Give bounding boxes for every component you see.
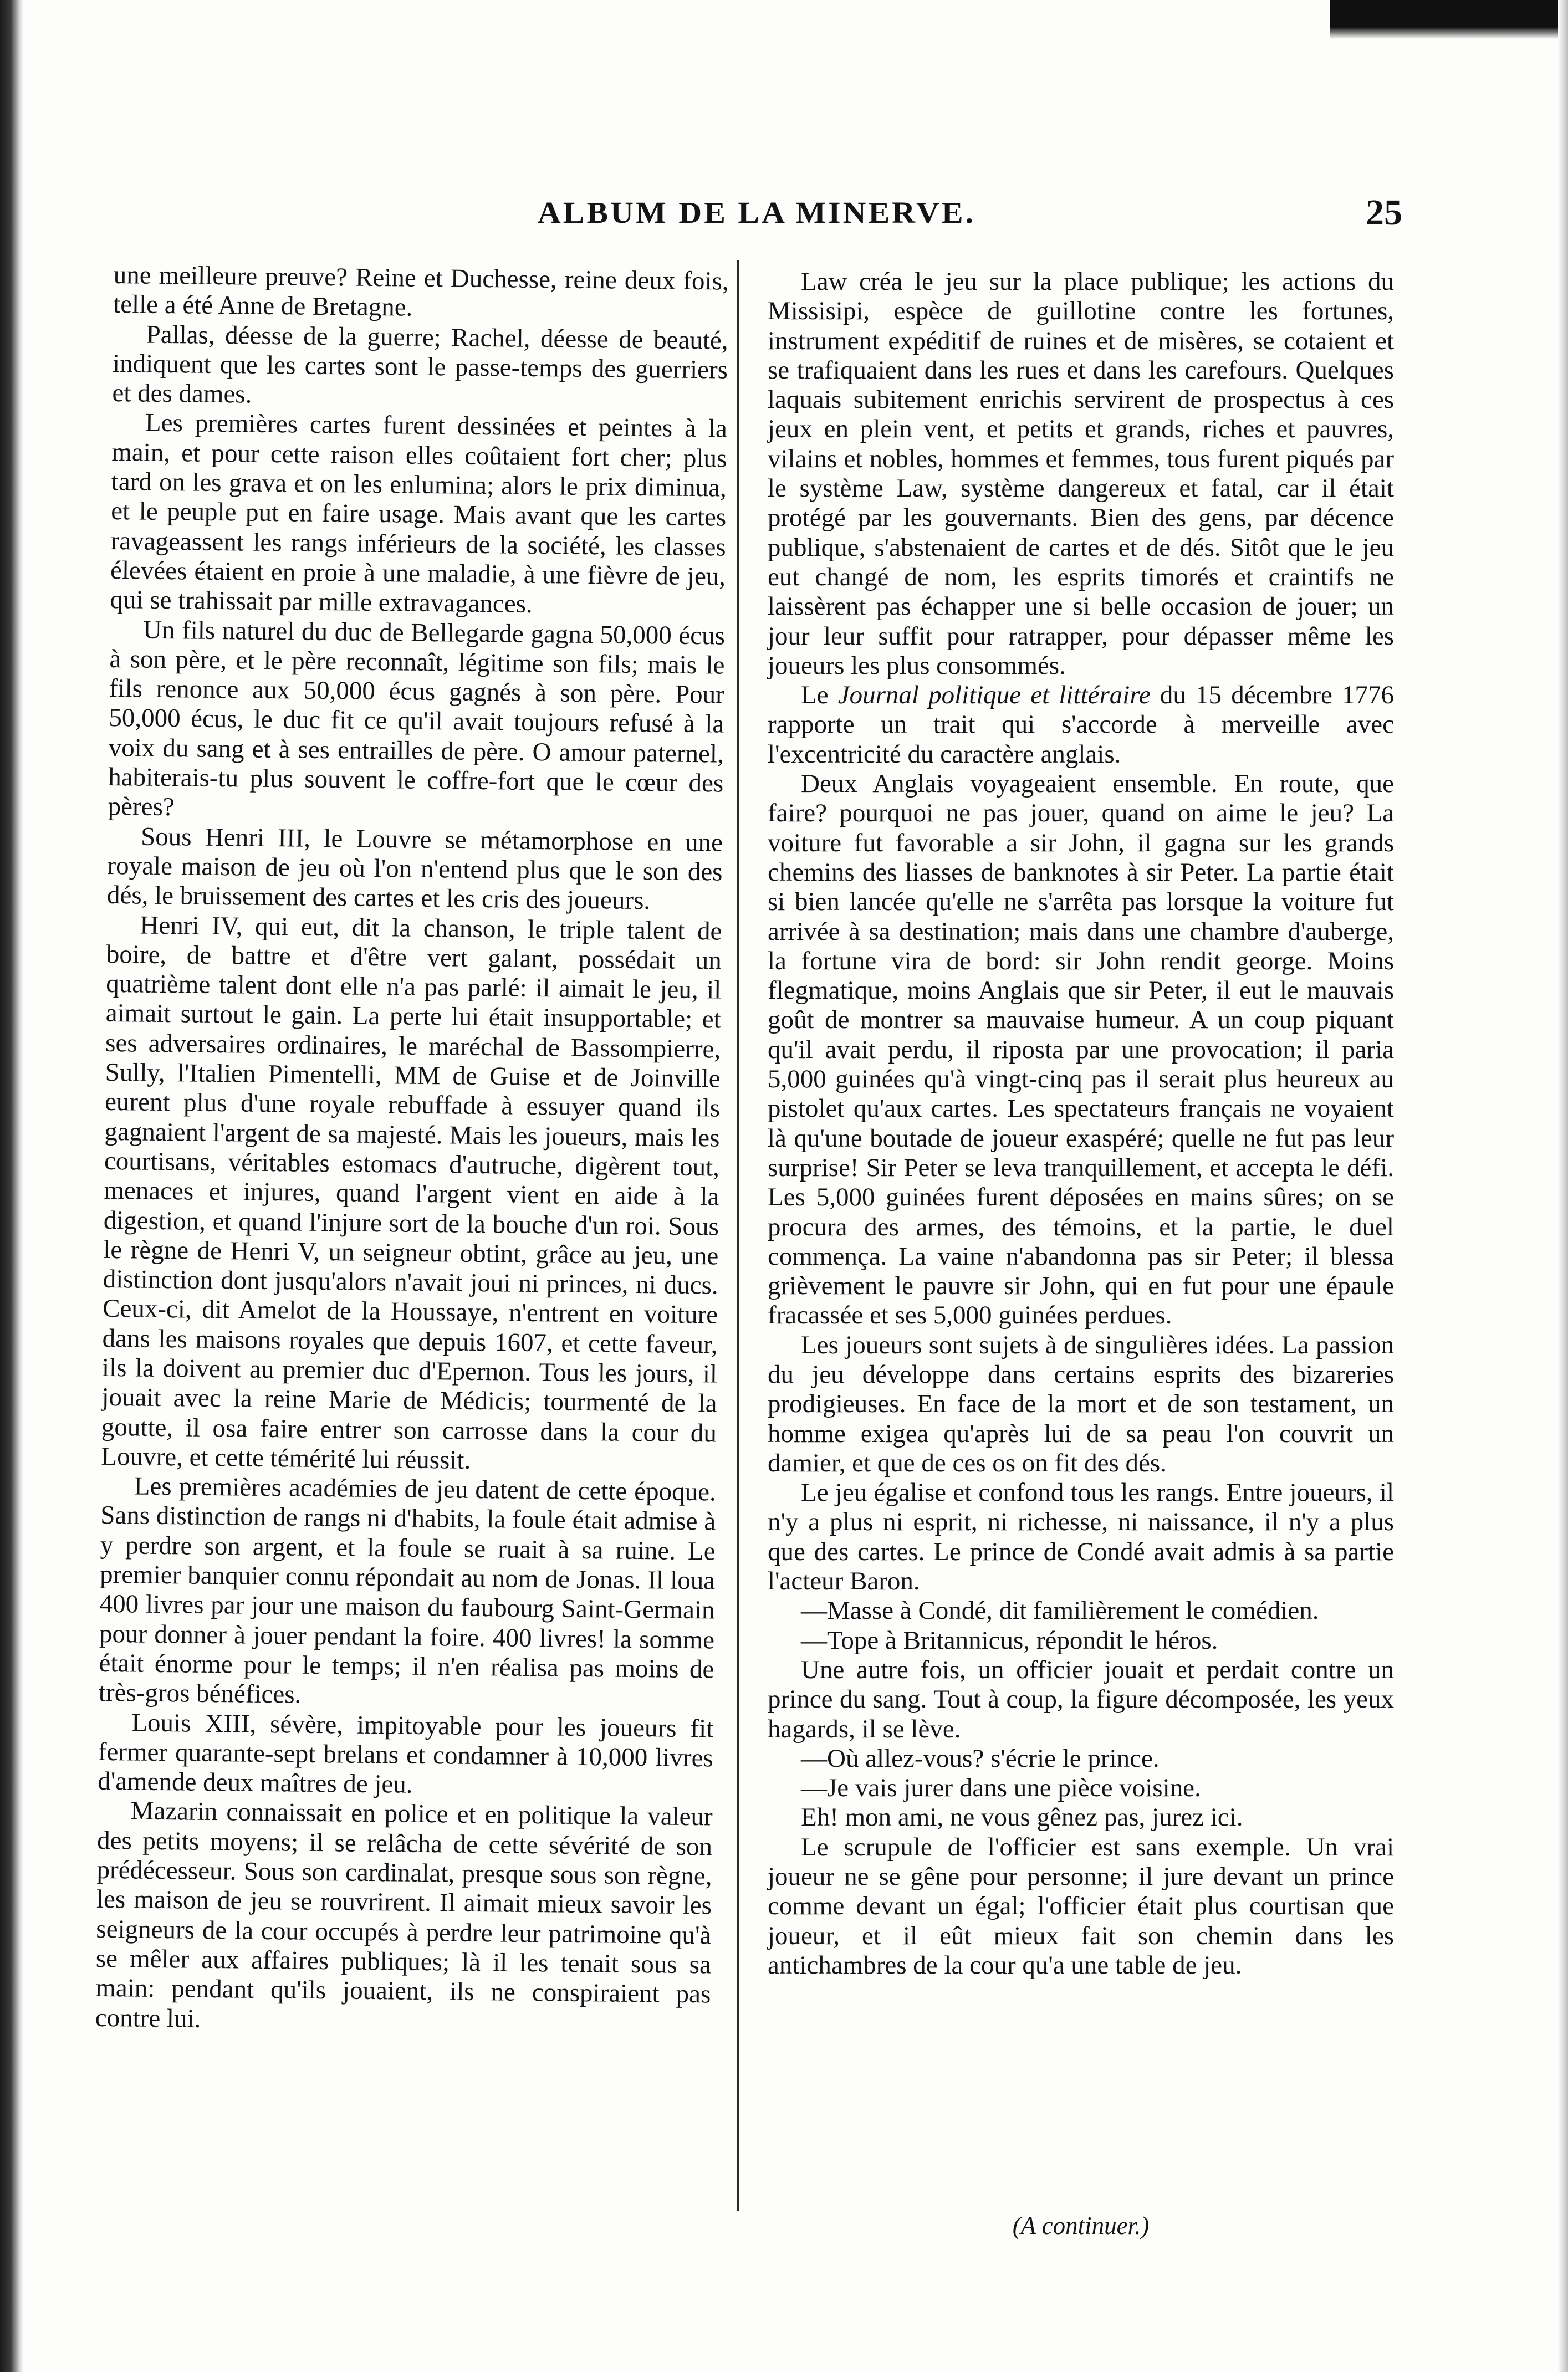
paragraph: Le scrupule de l'officier est sans exemple. Un vrai joueur ne se gêne pour personne; il jure devant un prince comme devant un égal; l'officier était plus courtisan que joueur, et il eût mieux fait son chemin dans les antichambres de la cour qu'a une table de jeu. [768, 1832, 1394, 1980]
dialogue-line: —Masse à Condé, dit familièrement le comédien. [801, 1596, 1319, 1625]
dialogue-line: —Tope à Britannicus, répondit le héros. [801, 1625, 1218, 1655]
paragraph: Pallas, déesse de la guerre; Rachel, déesse de beauté, indiquent que les cartes sont le passe-temps des guerriers et des dames. [112, 320, 728, 409]
paragraph: Louis XIII, sévère, impitoyable pour les joueurs fit fermer quarante-sept brelans et condamner à 10,000 livres d'amende deux maîtres de jeu. [97, 1708, 714, 1799]
paragraph: Un fils naturel du duc de Bellegarde gagna 50,000 écus à son père, et le père reconnaît, légitime son fils; mais le fils renonce aux 50,000 écus gagnés à son père. Pour 50,000 écus, le duc fit ce qu'il avait toujours refusé à la voix du sang et à ses entrailles de père. O amour paternel, habiterais-tu plus souvent le coffre-fort que le cœur des pères? [108, 615, 726, 822]
dialogue-line: —Je vais jurer dans une pièce voisine. [801, 1773, 1201, 1803]
paragraph: une meilleure preuve? Reine et Duchesse, reine deux fois, telle a été Anne de Bretagne. [113, 260, 729, 322]
paragraph-journal-pre: Le [801, 681, 838, 710]
paragraph: Deux Anglais voyageaient ensemble. En route, que faire? pourquoi ne pas jouer, quand on aime le jeu? La voiture fut favorable a sir John, il gagna sur les grands chemins des liasses de banknotes à sir Peter. La partie était si bien lancée qu'elle ne s'arrêta pas lorsque la voiture fut arrivée à sa destination; mais dans une chambre d'auberge, la fortune vira de bord: sir John rendit george. Moins flegmatique, moins Anglais que sir Peter, il eut le mauvais goût de montrer sa mauvaise humeur. A un coup piquant qu'il avait perdu, il riposta par une provocation; il paria 5,000 guinées qu'à vingt-cinq pas il serait plus heureux au pistolet qu'aux cartes. Les spectateurs français ne voyaient là qu'une boutade de joueur exaspéré; quelle ne fut pas leur surprise! Sir Peter se leva tranquillement, et accepta le défi. Les 5,000 guinées furent déposées en mains sûres; on se procura des armes, des témoins, et la partie, le duel commença. La vaine n'abandonna pas sir Peter; il blessa grièvement le pauvre sir John, qui en fut pour une épaule fracassée et ses 5,000 guinées perdues. [768, 769, 1394, 1330]
scan-top-edge [1330, 0, 1568, 39]
to-be-continued: (A continuer.) [1012, 2212, 1150, 2240]
paragraph: Les premières académies de jeu datent de cette époque. Sans distinction de rangs ni d'habits, la foule était admise à y perdre son argent, et la foule se ruait à sa ruine. Le premier banquier connu répondait au nom de Jonas. Il loua 400 livres par jour une maison du faubourg Saint-Germain pour donner à jouer pendant la foire. 400 livres! la somme était énorme pour le temps; il n'en réalisa pas moins de très-gros bénéfices. [98, 1471, 717, 1709]
journal-title: Journal politique et littéraire [837, 681, 1151, 710]
paragraph: Sous Henri III, le Louvre se métamorphose en une royale maison de jeu où l'on n'entend plus que le son des dés, le bruissement des cartes et les cris des joueurs. [106, 822, 723, 916]
paragraph: Mazarin connaissait en police et en politique la valeur des petits moyens; il se relâcha de cette sévérité de son prédécesseur. Sous son cardinalat, presque sous son règne, les maison de jeu se rouvrirent. Il aimait mieux savoir les seigneurs de la cour occupés à perdre leur patrimoine qu'à se mêler aux affaires publiques; là il les tenait sous sa main: pendant qu'ils jouaient, ils ne conspiraient pas contre lui. [95, 1796, 713, 2033]
paragraph: Le jeu égalise et confond tous les rangs. Entre joueurs, il n'y a plus ni esprit, ni richesse, ni naissance, il n'y a plus que des cartes. Le prince de Condé avait admis à sa partie l'acteur Baron. [768, 1478, 1394, 1596]
paragraph: Law créa le jeu sur la place publique; les actions du Missisipi, espèce de guillotine contre les fortunes, instrument expéditif de ruines et de misères, se cotaient et se trafiquaient dans les rues et dans les carefours. Quelques laquais subitement enrichis servirent de prospectus à ces jeux en plein vent, et petits et grands, riches et pauvres, vilains et nobles, hommes et femmes, tous furent piqués par le système Law, système dangereux et fatal, car il était protégé par les gouvernants. Bien des gens, par décence publique, s'abstenaient de cartes et de dés. Sitôt que le jeu eut changé de nom, les esprits timorés et craintifs ne laissèrent pas échapper une si belle occasion de jouer; un jour leur suffit pour ratrapper, pour dépasser même les joueurs les plus consommés. [768, 267, 1394, 680]
page-number: 25 [1366, 192, 1402, 233]
paragraph: Les premières cartes furent dessinées et peintes à la main, et pour cette raison elles coûtaient fort cher; plus tard on les grava et on les enlumina; alors le prix diminua, et le peuple put en faire usage. Mais avant que les cartes ravageassent les rangs inférieurs de la société, les classes élevées étaient en proie à une maladie, à une fièvre de jeu, qui se trahissait par mille extravagances. [110, 408, 728, 619]
scan-right-edge [1558, 0, 1568, 2372]
column-divider [737, 260, 739, 2211]
paragraph: Les joueurs sont sujets à de singulières idées. La passion du jeu développe dans certains esprits des bizareries prodigieuses. En face de la mort et de son testament, un homme exigea qu'après lui de sa peau l'on couvrit un damier, et que de ces os on fit des dés. [768, 1330, 1394, 1478]
page-header [111, 194, 1402, 244]
paragraph-journal [768, 681, 1394, 769]
paragraph: Une autre fois, un officier jouait et perdait contre un prince du sang. Tout à coup, la figure décomposée, les yeux hagards, il se lève. [768, 1655, 1394, 1744]
right-column [768, 267, 1394, 1980]
dialogue-line: —Où allez-vous? s'écrie le prince. [801, 1744, 1160, 1773]
left-column [95, 260, 729, 2039]
binding-shadow [0, 0, 23, 2372]
paragraph: Henri IV, qui eut, dit la chanson, le triple talent de boire, de battre et d'être vert galant, possédait un quatrième talent dont elle n'a pas parlé: il aimait le jeu, il aimait surtout le gain. La perte lui était insupportable; et ses adversaires ordinaires, le maréchal de Bassompierre, Sully, l'Italien Pimentelli, MM de Guise et de Joinville eurent plus d'une royale rebuffade à essuyer quand ils gagnaient l'argent de sa majesté. Mais les joueurs, mais les courtisans, véritables estomacs d'autruche, digèrent tout, menaces et injures, quand l'argent vient en aide à la digestion, et quand l'injure sort de la bouche d'un roi. Sous le règne de Henri V, un seigneur obtint, grâce au jeu, une distinction dont jusqu'alors n'avait joui ni princes, ni ducs. Ceux-ci, dit Amelot de la Houssaye, n'entrent en voiture dans les maisons royales que depuis 1607, et cette faveur, ils la doivent au premier duc d'Epernon. Tous les jours, il jouait avec la reine Marie de Médicis; tourmenté de la goutte, il osa faire entrer son carrosse dans la cour du Louvre, et cette témérité lui réussit. [101, 911, 722, 1475]
dialogue-line: Eh! mon ami, ne vous gênez pas, jurez ici. [801, 1803, 1243, 1832]
paragraph-journal-rest: du 15 décembre 1776 rapporte un trait qui s'accorde à merveille avec l'excentricité du caractère anglais. [768, 681, 1394, 769]
running-title: ALBUM DE LA MINERVE. [537, 195, 976, 230]
